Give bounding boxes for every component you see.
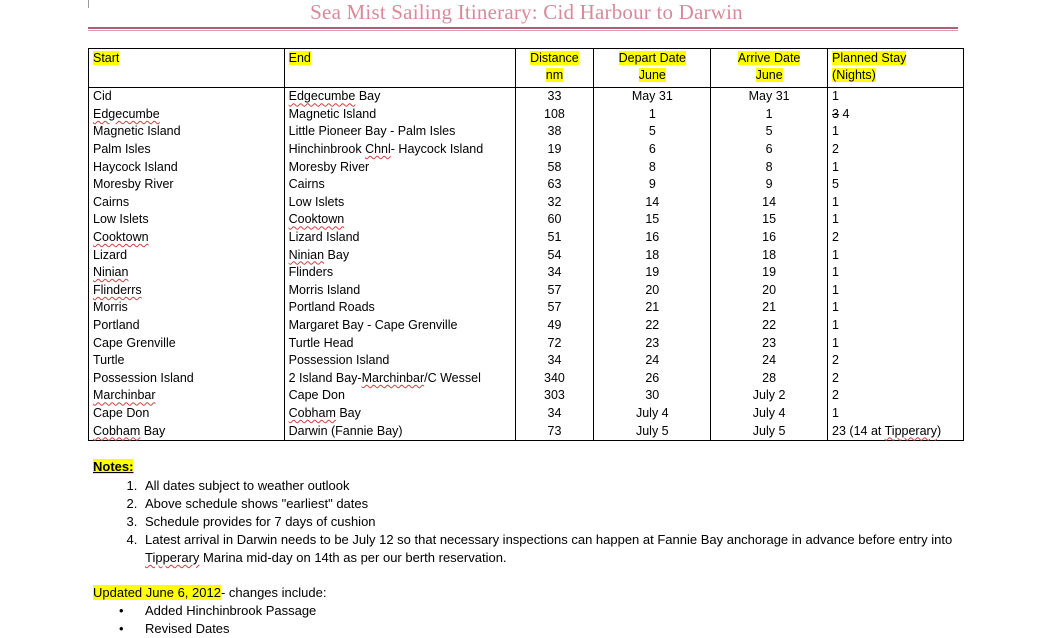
cell-arrive: 6 <box>711 141 828 159</box>
cell-stay: 1 <box>828 282 964 300</box>
cell-end: Moresby River <box>284 158 515 176</box>
cell-start: Morris <box>89 299 285 317</box>
cell-stay: 2 <box>828 352 964 370</box>
cell-arrive: 18 <box>711 246 828 264</box>
cell-stay: 1 <box>828 211 964 229</box>
cell-distance: 72 <box>515 334 594 352</box>
cell-stay: 5 <box>828 176 964 194</box>
cell-arrive: 22 <box>711 317 828 335</box>
table-row <box>89 211 964 229</box>
cell-end: Ninian Bay <box>284 246 515 264</box>
header-arrive: Arrive Date June <box>711 49 828 88</box>
cell-end: Turtle Head <box>284 334 515 352</box>
cell-end: Portland Roads <box>284 299 515 317</box>
cell-start: Cid <box>89 88 285 106</box>
cell-start: Lizard <box>89 246 285 264</box>
cell-end: Cooktown <box>284 211 515 229</box>
cell-depart: 19 <box>594 264 711 282</box>
table-row <box>89 106 964 124</box>
document-title: Sea Mist Sailing Itinerary: Cid Harbour to Darwin <box>310 0 743 24</box>
note-item: 4. Latest arrival in Darwin needs to be July 12 so that necessary inspections can happen at Fannie Bay anchorage in advance before entry into Tipperary Marina mid-day on 14th as per our berth reservation. <box>141 531 1001 567</box>
cell-distance: 303 <box>515 387 594 405</box>
note-item: 1. All dates subject to weather outlook <box>141 477 1001 495</box>
cell-stay: 1 <box>828 194 964 212</box>
cell-stay: 2 <box>828 370 964 388</box>
cell-end: Morris Island <box>284 282 515 300</box>
table-row <box>89 176 964 194</box>
cell-depart: 6 <box>594 141 711 159</box>
cell-distance: 19 <box>515 141 594 159</box>
table-row <box>89 194 964 212</box>
cell-arrive: 21 <box>711 299 828 317</box>
cell-depart: 5 <box>594 123 711 141</box>
table-header-row <box>89 49 964 88</box>
cell-start: Turtle <box>89 352 285 370</box>
cell-arrive: 20 <box>711 282 828 300</box>
cell-distance: 34 <box>515 264 594 282</box>
cell-distance: 57 <box>515 282 594 300</box>
bullet-icon: • <box>119 603 124 618</box>
title-rule <box>88 27 958 29</box>
cell-start: Edgecumbe <box>89 106 285 124</box>
cell-depart: 1 <box>594 106 711 124</box>
cell-stay: 1 <box>828 158 964 176</box>
table-row <box>89 123 964 141</box>
notes-heading: Notes: <box>93 459 134 474</box>
itinerary-body <box>89 88 964 441</box>
cell-arrive: 16 <box>711 229 828 247</box>
cell-start: Ninian <box>89 264 285 282</box>
cell-stay: 1 <box>828 299 964 317</box>
notes-list <box>93 477 1001 567</box>
table-row <box>89 405 964 423</box>
header-distance: Distance nm <box>515 49 594 88</box>
cell-arrive: 8 <box>711 158 828 176</box>
cell-start: Moresby River <box>89 176 285 194</box>
cell-start: Cobham Bay <box>89 422 285 440</box>
note-item: 2. Above schedule shows "earliest" dates <box>141 495 1001 513</box>
change-item: • Revised Dates <box>119 621 230 636</box>
cell-arrive: 19 <box>711 264 828 282</box>
cell-start: Cape Don <box>89 405 285 423</box>
update-line <box>93 584 326 602</box>
cell-distance: 34 <box>515 405 594 423</box>
cell-end: Edgecumbe Bay <box>284 88 515 106</box>
cell-depart: 30 <box>594 387 711 405</box>
cell-stay: 1 <box>828 317 964 335</box>
update-label: Updated June 6, 2012 <box>93 585 221 600</box>
header-start: Start <box>89 49 285 88</box>
cell-stay: 1 <box>828 246 964 264</box>
table-row <box>89 299 964 317</box>
cell-start: Marchinbar <box>89 387 285 405</box>
cell-depart: May 31 <box>594 88 711 106</box>
cell-distance: 33 <box>515 88 594 106</box>
cell-start: Cape Grenville <box>89 334 285 352</box>
header-stay: Planned Stay (Nights) <box>828 49 964 88</box>
table-row <box>89 370 964 388</box>
cell-stay: 1 <box>828 264 964 282</box>
cell-end: Little Pioneer Bay - Palm Isles <box>284 123 515 141</box>
cell-depart: 14 <box>594 194 711 212</box>
cell-depart: 24 <box>594 352 711 370</box>
cell-distance: 63 <box>515 176 594 194</box>
table-row <box>89 264 964 282</box>
cell-arrive: May 31 <box>711 88 828 106</box>
cell-start: Flinderrs <box>89 282 285 300</box>
cell-distance: 73 <box>515 422 594 440</box>
changes-list <box>93 602 741 638</box>
table-row <box>89 141 964 159</box>
cell-stay: 1 <box>828 334 964 352</box>
cell-end: 2 Island Bay-Marchinbar/C Wessel <box>284 370 515 388</box>
cell-end: Flinders <box>284 264 515 282</box>
cell-depart: 15 <box>594 211 711 229</box>
cell-stay: 23 (14 at Tipperary) <box>828 422 964 440</box>
cell-distance: 54 <box>515 246 594 264</box>
table-row <box>89 229 964 247</box>
cell-start: Cairns <box>89 194 285 212</box>
cell-start: Haycock Island <box>89 158 285 176</box>
cell-stay: 1 <box>828 88 964 106</box>
cell-distance: 340 <box>515 370 594 388</box>
cell-distance: 108 <box>515 106 594 124</box>
cell-arrive: 14 <box>711 194 828 212</box>
cell-end: Margaret Bay - Cape Grenville <box>284 317 515 335</box>
cell-arrive: July 5 <box>711 422 828 440</box>
cell-distance: 57 <box>515 299 594 317</box>
cell-depart: 22 <box>594 317 711 335</box>
cell-depart: 9 <box>594 176 711 194</box>
cell-depart: 23 <box>594 334 711 352</box>
cell-distance: 32 <box>515 194 594 212</box>
page-margin-marker <box>88 0 89 8</box>
cell-stay: 1 <box>828 123 964 141</box>
cell-start: Palm Isles <box>89 141 285 159</box>
cell-arrive: 1 <box>711 106 828 124</box>
table-row <box>89 317 964 335</box>
cell-arrive: 9 <box>711 176 828 194</box>
cell-stay: 2 <box>828 229 964 247</box>
cell-distance: 51 <box>515 229 594 247</box>
cell-end: Lizard Island <box>284 229 515 247</box>
cell-depart: 21 <box>594 299 711 317</box>
cell-depart: 16 <box>594 229 711 247</box>
cell-arrive: 23 <box>711 334 828 352</box>
cell-end: Magnetic Island <box>284 106 515 124</box>
cell-distance: 38 <box>515 123 594 141</box>
itinerary-table <box>88 48 964 441</box>
table-row <box>89 422 964 440</box>
table-row <box>89 334 964 352</box>
cell-arrive: 5 <box>711 123 828 141</box>
cell-arrive: 24 <box>711 352 828 370</box>
note-item: 3. Schedule provides for 7 days of cushion <box>141 513 1001 531</box>
cell-stay: 3 4 <box>828 106 964 124</box>
cell-start: Possession Island <box>89 370 285 388</box>
cell-depart: July 4 <box>594 405 711 423</box>
table-row <box>89 387 964 405</box>
table-row <box>89 282 964 300</box>
cell-end: Cairns <box>284 176 515 194</box>
cell-end: Darwin (Fannie Bay) <box>284 422 515 440</box>
cell-start: Magnetic Island <box>89 123 285 141</box>
header-end: End <box>284 49 515 88</box>
cell-stay: 2 <box>828 141 964 159</box>
cell-start: Portland <box>89 317 285 335</box>
title-rule-thin <box>88 30 958 31</box>
cell-start: Low Islets <box>89 211 285 229</box>
table-row <box>89 88 964 106</box>
table-row <box>89 246 964 264</box>
table-row <box>89 352 964 370</box>
update-suffix: - changes include: <box>220 585 327 600</box>
change-item: • Added Hinchinbrook Passage <box>119 603 317 618</box>
cell-start: Cooktown <box>89 229 285 247</box>
cell-distance: 34 <box>515 352 594 370</box>
bullet-icon: • <box>119 621 124 636</box>
cell-end: Cape Don <box>284 387 515 405</box>
cell-stay: 1 <box>828 405 964 423</box>
cell-distance: 49 <box>515 317 594 335</box>
cell-distance: 60 <box>515 211 594 229</box>
table-row <box>89 158 964 176</box>
cell-depart: July 5 <box>594 422 711 440</box>
cell-end: Low Islets <box>284 194 515 212</box>
cell-end: Possession Island <box>284 352 515 370</box>
cell-end: Hinchinbrook Chnl- Haycock Island <box>284 141 515 159</box>
cell-stay: 2 <box>828 387 964 405</box>
cell-depart: 26 <box>594 370 711 388</box>
cell-arrive: 28 <box>711 370 828 388</box>
cell-distance: 58 <box>515 158 594 176</box>
cell-depart: 8 <box>594 158 711 176</box>
cell-end: Cobham Bay <box>284 405 515 423</box>
cell-depart: 18 <box>594 246 711 264</box>
cell-arrive: July 2 <box>711 387 828 405</box>
cell-depart: 20 <box>594 282 711 300</box>
cell-arrive: July 4 <box>711 405 828 423</box>
cell-arrive: 15 <box>711 211 828 229</box>
header-depart: Depart Date June <box>594 49 711 88</box>
